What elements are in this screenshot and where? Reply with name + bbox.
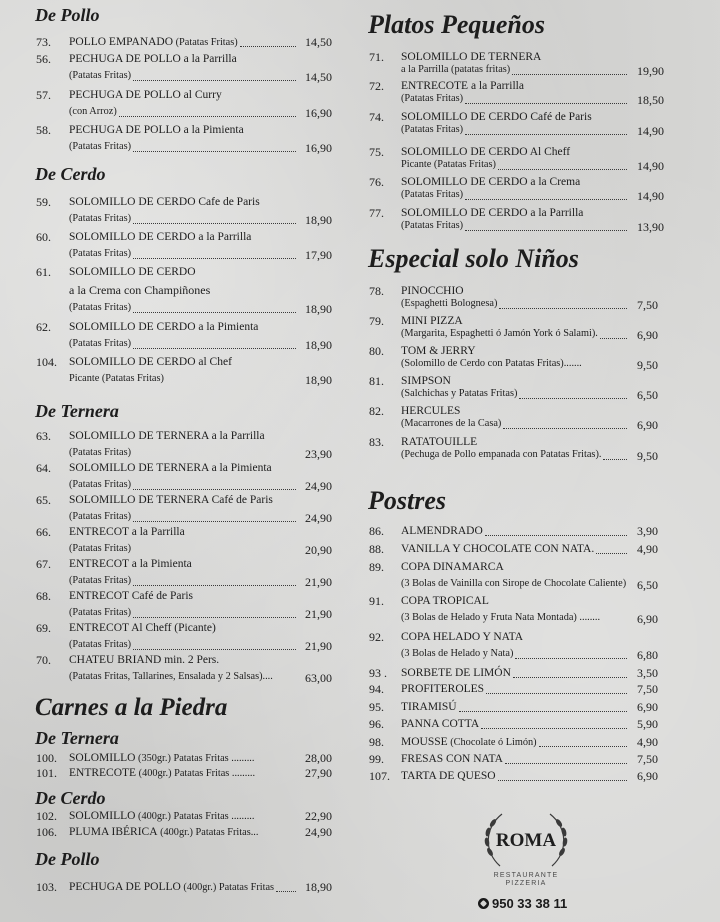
item-name-line — [69, 621, 216, 635]
item-name: PROFITEROLES — [401, 683, 485, 695]
item-subtitle: (Espaghetti Bolognesa) — [401, 298, 498, 309]
item-number: 102. — [36, 809, 57, 823]
item-subtitle: Picante (Patatas Fritas) — [401, 159, 496, 170]
dotted-leader — [485, 527, 627, 536]
item-subtitle: (Patatas Fritas) — [69, 338, 132, 349]
item-number: 63. — [36, 429, 51, 443]
item-number: 82. — [369, 404, 384, 418]
item-subtitle: (3 Bolas de Helado y Nata) — [401, 648, 514, 659]
item-name: SIMPSON — [401, 375, 451, 387]
item-name: COPA HELADO Y NATA — [401, 631, 524, 643]
item-number: 86. — [369, 524, 384, 538]
item-number: 93 . — [369, 666, 387, 680]
item-price: 6,90 — [637, 769, 658, 783]
item-subtitle: (Patatas Fritas) — [69, 141, 132, 152]
dotted-leader — [513, 669, 627, 678]
item-price: 18,90 — [305, 373, 332, 387]
item-name: ENTRECOT Café de Paris — [69, 590, 194, 602]
item-name-line — [69, 766, 255, 781]
dotted-leader — [133, 143, 296, 152]
item-name-line — [401, 666, 511, 680]
item-subtitle: (Patatas Fritas) — [401, 220, 464, 231]
item-price: 14,90 — [637, 124, 664, 138]
item-subtitle: (Macarrones de la Casa) — [401, 418, 502, 429]
item-name: COPA TROPICAL — [401, 595, 489, 607]
item-number: 73. — [36, 35, 51, 49]
item-subtitle: (Patatas Fritas) — [69, 575, 132, 586]
item-name: TIRAMISÚ — [401, 701, 457, 713]
phone-icon — [478, 898, 489, 909]
item-price: 18,90 — [305, 302, 332, 316]
item-name: TARTA DE QUESO — [401, 770, 496, 782]
dotted-leader — [596, 545, 627, 554]
item-name: RATATOUILLE — [401, 436, 478, 448]
item-name: SOLOMILLO DE CERDO a la Pimienta — [69, 321, 259, 333]
item-number: 103. — [36, 880, 57, 894]
item-price: 6,80 — [637, 648, 658, 662]
item-price: 13,90 — [637, 220, 664, 234]
item-price: 21,90 — [305, 575, 332, 589]
section-title-ninos: Especial solo Niños — [368, 244, 579, 273]
tagline-restaurante: RESTAURANTE — [493, 872, 559, 879]
item-number: 65. — [36, 493, 51, 507]
item-subtitle: (Patatas Fritas) — [69, 213, 132, 224]
item-price: 18,50 — [637, 93, 664, 107]
item-name: PECHUGA DE POLLO al Curry — [69, 89, 222, 101]
dotted-leader — [600, 330, 627, 339]
item-number: 99. — [369, 752, 384, 766]
item-name-line — [69, 525, 185, 539]
dotted-leader — [486, 685, 627, 694]
item-subtitle: (Patatas Fritas, Tallarines, Ensalada y 2 Salsas).... — [69, 671, 273, 682]
item-number: 56. — [36, 52, 51, 66]
dotted-leader — [133, 304, 296, 313]
item-name-line — [401, 717, 479, 731]
item-name: ENTRECOT a la Parrilla — [69, 526, 185, 538]
item-name: ENTRECOTE a la Parrilla — [401, 80, 524, 92]
item-name-line — [401, 594, 489, 608]
item-number: 77. — [369, 206, 384, 220]
item-number: 69. — [36, 621, 51, 635]
dotted-leader — [503, 420, 627, 429]
item-subtitle: (3 Bolas de Helado y Fruta Nata Montada) ........ — [401, 612, 601, 623]
item-number: 95. — [369, 700, 384, 714]
item-name-line — [401, 206, 583, 220]
item-name: SOLOMILLO DE TERNERA a la Parrilla — [69, 430, 265, 442]
item-price: 14,90 — [637, 159, 664, 173]
section-title-cerdo: De Cerdo — [35, 164, 106, 184]
item-name-line — [401, 435, 477, 449]
item-price: 14,50 — [305, 70, 332, 84]
item-name-line — [401, 752, 503, 766]
item-subtitle: (Patatas Fritas) — [69, 543, 132, 554]
dotted-leader — [512, 66, 627, 75]
item-name-line — [401, 175, 580, 189]
item-price: 6,50 — [637, 388, 658, 402]
item-name-line — [401, 630, 523, 644]
item-name: TOM & JERRY — [401, 345, 476, 357]
item-subtitle: (Solomillo de Cerdo con Patatas Fritas)....... — [401, 358, 582, 369]
dotted-leader — [133, 609, 296, 618]
item-number: 94. — [369, 682, 384, 696]
dotted-leader — [276, 883, 296, 892]
item-subtitle: (Patatas Fritas) — [401, 93, 464, 104]
dotted-leader — [499, 300, 627, 309]
item-name-line — [69, 461, 272, 475]
item-name: PINOCCHIO — [401, 285, 464, 297]
item-name-line — [69, 320, 258, 334]
item-name-cont: a la Crema con Champiñones — [69, 283, 211, 297]
item-number: 70. — [36, 653, 51, 667]
item-number: 72. — [369, 79, 384, 93]
tagline-pizzeria: PIZZERIA — [505, 880, 547, 887]
item-name-line — [69, 589, 193, 603]
item-name-line — [69, 265, 196, 279]
item-subtitle: (Pechuga de Pollo empanada con Patatas Fritas). — [401, 449, 602, 460]
item-number: 58. — [36, 123, 51, 137]
item-number: 64. — [36, 461, 51, 475]
item-number: 79. — [369, 314, 384, 328]
item-subtitle: (Patatas Fritas) — [69, 248, 132, 259]
item-description: (400gr.) Patatas Fritas ......... — [135, 811, 255, 822]
item-name: SOLOMILLO DE CERDO al Chef — [69, 356, 232, 368]
item-price: 24,90 — [305, 511, 332, 525]
item-name-line — [401, 50, 541, 64]
item-name-line — [69, 809, 254, 824]
item-price: 7,50 — [637, 752, 658, 766]
dotted-leader — [459, 703, 627, 712]
item-name: PECHUGA DE POLLO a la Parrilla — [69, 53, 237, 65]
item-subtitle: (Patatas Fritas) — [69, 447, 132, 458]
item-number: 96. — [369, 717, 384, 731]
dotted-leader — [133, 513, 296, 522]
item-subtitle: (Salchichas y Patatas Fritas) — [401, 388, 518, 399]
item-price: 18,90 — [305, 880, 332, 894]
section-title-pollo: De Pollo — [35, 5, 100, 25]
logo-text: ROMA — [495, 830, 557, 851]
item-number: 91. — [369, 594, 384, 608]
item-description: (400gr.) Patatas Fritas — [180, 882, 275, 893]
dotted-leader — [465, 95, 627, 104]
dotted-leader — [498, 772, 627, 781]
item-name: SOLOMILLO — [69, 752, 136, 764]
item-name-line — [69, 825, 258, 840]
item-number: 61. — [36, 265, 51, 279]
item-name-line — [401, 79, 524, 93]
section-title-piedra-ternera: De Ternera — [35, 728, 119, 748]
item-description: (400gr.) Patatas Fritas... — [157, 827, 259, 838]
item-name: SOLOMILLO DE CERDO a la Crema — [401, 176, 581, 188]
item-price: 21,90 — [305, 607, 332, 621]
item-description: (400gr.) Patatas Fritas ......... — [136, 768, 256, 779]
logo-tagline — [474, 872, 578, 888]
item-name-line — [69, 195, 260, 209]
dotted-leader — [133, 641, 296, 650]
item-number: 100. — [36, 751, 57, 765]
item-name: SOLOMILLO DE TERNERA Café de Paris — [69, 494, 273, 506]
item-subtitle: (Patatas Fritas) — [69, 479, 132, 490]
item-price: 4,90 — [637, 735, 658, 749]
item-price: 24,90 — [305, 825, 332, 839]
phone-number[interactable] — [478, 896, 567, 911]
item-price: 63,00 — [305, 671, 332, 685]
item-price: 19,90 — [637, 64, 664, 78]
item-price: 6,90 — [637, 700, 658, 714]
item-price: 14,90 — [637, 189, 664, 203]
item-name-line — [69, 52, 237, 66]
item-number: 74. — [369, 110, 384, 124]
dotted-leader — [465, 191, 627, 200]
item-price: 28,00 — [305, 751, 332, 765]
phone-text[interactable]: 950 33 38 11 — [492, 896, 568, 911]
dotted-leader — [119, 108, 296, 117]
item-name: ENTRECOT Al Cheff (Picante) — [69, 622, 216, 634]
dotted-leader — [133, 481, 296, 490]
item-price: 3,90 — [637, 524, 658, 538]
item-name-line — [69, 429, 265, 443]
item-name: POLLO EMPANADO — [69, 36, 174, 48]
item-price: 3,50 — [637, 666, 658, 680]
dotted-leader — [519, 390, 627, 399]
item-price: 18,90 — [305, 338, 332, 352]
item-name-line — [401, 374, 451, 388]
item-number: 78. — [369, 284, 384, 298]
item-name: SOLOMILLO DE TERNERA — [401, 51, 542, 63]
item-subtitle: (Patatas Fritas) — [69, 607, 132, 618]
item-price: 6,90 — [637, 328, 658, 342]
item-name-line — [69, 88, 222, 102]
item-name: SOLOMILLO DE CERDO a la Parrilla — [69, 231, 252, 243]
item-subtitle: a la Parrilla (patatas fritas) — [401, 64, 511, 75]
dotted-leader — [465, 222, 627, 231]
item-name-line — [401, 284, 464, 298]
item-name-line — [69, 653, 219, 667]
item-name-line — [401, 542, 594, 556]
item-number: 71. — [369, 50, 384, 64]
item-name-line — [401, 735, 537, 750]
dotted-leader — [133, 72, 296, 81]
item-name-line — [401, 769, 496, 783]
item-price: 27,90 — [305, 766, 332, 780]
item-name: ENTRECOT a la Pimienta — [69, 558, 192, 570]
item-number: 92. — [369, 630, 384, 644]
item-price: 6,50 — [637, 578, 658, 592]
item-number: 62. — [36, 320, 51, 334]
item-number: 60. — [36, 230, 51, 244]
item-number: 104. — [36, 355, 57, 369]
dotted-leader — [481, 720, 627, 729]
item-number: 76. — [369, 175, 384, 189]
item-name-line — [69, 123, 244, 137]
item-name-line — [401, 344, 476, 358]
item-number: 107. — [369, 769, 390, 783]
item-subtitle: (Patatas Fritas) — [69, 511, 132, 522]
item-price: 21,90 — [305, 639, 332, 653]
section-title-pequenos: Platos Pequeños — [368, 10, 545, 39]
item-description: (Chocolate ó Limón) — [447, 737, 537, 748]
dotted-leader — [465, 126, 627, 135]
item-price: 22,90 — [305, 809, 332, 823]
item-name-line — [69, 355, 232, 369]
item-number: 98. — [369, 735, 384, 749]
item-name: HERCULES — [401, 405, 461, 417]
item-name: SOLOMILLO DE CERDO — [69, 266, 196, 278]
item-name-line — [401, 682, 484, 696]
item-name: PECHUGA DE POLLO — [69, 881, 181, 893]
dotted-leader — [240, 38, 296, 47]
item-number: 89. — [369, 560, 384, 574]
item-price: 17,90 — [305, 248, 332, 262]
item-name-line — [401, 404, 460, 418]
section-title-ternera: De Ternera — [35, 401, 119, 421]
item-name: CHATEU BRIAND min. 2 Pers. — [69, 654, 220, 666]
item-subtitle: (Patatas Fritas) — [401, 124, 464, 135]
dotted-leader — [498, 161, 627, 170]
dotted-leader — [505, 755, 627, 764]
item-number: 66. — [36, 525, 51, 539]
item-name: MOUSSE — [401, 736, 448, 748]
item-subtitle: (Margarita, Espaghetti ó Jamón York ó Salami). — [401, 328, 598, 339]
item-subtitle: (Patatas Fritas) — [69, 70, 132, 81]
item-number: 83. — [369, 435, 384, 449]
item-name-line — [401, 314, 463, 328]
item-number: 106. — [36, 825, 57, 839]
dotted-leader — [539, 738, 627, 747]
item-subtitle: (Patatas Fritas) — [401, 189, 464, 200]
item-price: 9,50 — [637, 358, 658, 372]
item-name-line — [69, 557, 192, 571]
dotted-leader — [133, 340, 296, 349]
item-price: 24,90 — [305, 479, 332, 493]
item-name: SOLOMILLO DE TERNERA a la Pimienta — [69, 462, 272, 474]
item-price: 16,90 — [305, 141, 332, 155]
item-name: SOLOMILLO — [69, 810, 136, 822]
item-name: SOLOMILLO DE CERDO Cafe de Paris — [69, 196, 260, 208]
item-number: 57. — [36, 88, 51, 102]
item-price: 7,50 — [637, 682, 658, 696]
item-description: (Patatas Fritas) — [173, 37, 238, 48]
item-name: VANILLA Y CHOCOLATE CON NATA. — [401, 543, 595, 555]
item-number: 67. — [36, 557, 51, 571]
item-name-line — [401, 524, 483, 538]
item-number: 59. — [36, 195, 51, 209]
item-price: 18,90 — [305, 213, 332, 227]
item-price: 16,90 — [305, 106, 332, 120]
item-name: SOLOMILLO DE CERDO a la Parrilla — [401, 207, 584, 219]
item-number: 80. — [369, 344, 384, 358]
item-price: 6,90 — [637, 418, 658, 432]
item-subtitle: (Patatas Fritas) — [69, 639, 132, 650]
item-name-line — [69, 493, 273, 507]
item-price: 14,50 — [305, 35, 332, 49]
section-title-piedra: Carnes a la Piedra — [35, 694, 228, 721]
item-price: 9,50 — [637, 449, 658, 463]
item-price: 5,90 — [637, 717, 658, 731]
item-name-line — [401, 560, 504, 574]
item-price: 20,90 — [305, 543, 332, 557]
item-name-line — [401, 110, 592, 124]
item-number: 68. — [36, 589, 51, 603]
item-name: FRESAS CON NATA — [401, 753, 503, 765]
item-price: 23,90 — [305, 447, 332, 461]
item-name: COPA DINAMARCA — [401, 561, 504, 573]
item-price: 7,50 — [637, 298, 658, 312]
dotted-leader — [603, 451, 627, 460]
section-title-postres: Postres — [368, 486, 446, 515]
item-name-line — [69, 880, 274, 895]
item-name-line — [69, 230, 251, 244]
item-price: 4,90 — [637, 542, 658, 556]
dotted-leader — [133, 250, 296, 259]
item-subtitle: (con Arroz) — [69, 106, 117, 117]
item-name: SOLOMILLO DE CERDO Café de Paris — [401, 111, 592, 123]
item-number: 88. — [369, 542, 384, 556]
section-title-piedra-cerdo: De Cerdo — [35, 788, 106, 808]
item-name: ALMENDRADO — [401, 525, 483, 537]
item-name: ENTRECOTE — [69, 767, 137, 779]
dotted-leader — [515, 650, 627, 659]
item-name: PANNA COTTA — [401, 718, 480, 730]
item-number: 81. — [369, 374, 384, 388]
item-name-line — [69, 751, 254, 766]
item-name-line — [69, 35, 238, 50]
item-number: 75. — [369, 145, 384, 159]
item-subtitle: (Patatas Fritas) — [69, 302, 132, 313]
item-price: 6,90 — [637, 612, 658, 626]
roma-logo — [478, 804, 574, 880]
item-name: PECHUGA DE POLLO a la Pimienta — [69, 124, 244, 136]
item-description: (350gr.) Patatas Fritas ......... — [135, 753, 255, 764]
item-name-line — [401, 700, 457, 714]
dotted-leader — [133, 215, 296, 224]
item-subtitle: Picante (Patatas Fritas) — [69, 373, 164, 384]
item-subtitle: (3 Bolas de Vainilla con Sirope de Chocolate Caliente) — [401, 578, 627, 589]
item-number: 101. — [36, 766, 57, 780]
dotted-leader — [133, 577, 296, 586]
item-name: MINI PIZZA — [401, 315, 463, 327]
section-title-piedra-pollo: De Pollo — [35, 849, 100, 869]
item-name: SORBETE DE LIMÓN — [401, 667, 511, 679]
item-name-line — [401, 145, 570, 159]
item-name: PLUMA IBÉRICA — [69, 826, 158, 838]
item-name: SOLOMILLO DE CERDO Al Cheff — [401, 146, 571, 158]
